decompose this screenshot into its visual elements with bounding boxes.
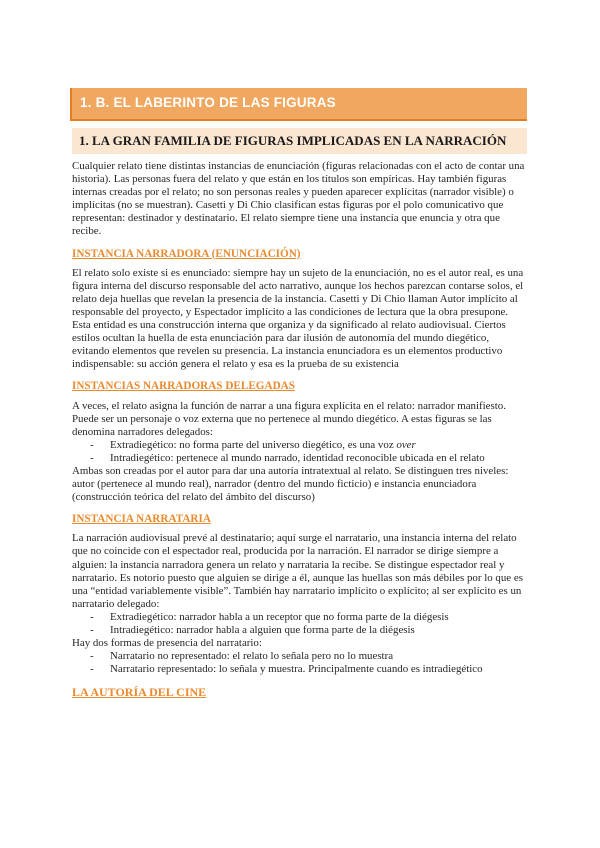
list-item: - Narratario representado: lo señala y muestra. Principalmente cuando es intradiegético xyxy=(72,663,528,676)
list-item: - Narratario no representado: el relato lo señala pero no lo muestra xyxy=(72,650,528,663)
chapter-heading-bar xyxy=(70,88,527,121)
subheading-narradoras-delegadas: INSTANCIAS NARRADORAS DELEGADAS xyxy=(72,380,295,393)
delegated-narrators-list xyxy=(72,439,528,465)
narratee-presence-list xyxy=(72,650,528,676)
paragraph-narrataria: La narración audiovisual prevé al destinatario; aquí surge el narratario, una instancia interna del relato que no coincide con el espectador real, producida por la narración. El narrador se dirige siempre a alguien: la instancia narradora genera un relato y narrataria la recibe. Se distingue espectador real y narratario. Es notorio puesto que alguien se dirige a él, aunque las huellas son más débiles por lo que es una “entidad variablemente visible”. También hay narratario implícito o explícito; al ser explícito es un narratario delegado: xyxy=(72,532,523,610)
paragraph-delegadas-intro: A veces, el relato asigna la función de narrar a una figura explícita en el relato: narrador manifiesto. Puede ser un personaje o voz externa que no pertenece al mundo diegético. A estas figuras se las denomina narradores delegados: xyxy=(72,399,506,438)
list-item: - Extradiegético: no forma parte del universo diegético, es una voz over xyxy=(72,439,528,452)
intro-paragraph: Cualquier relato tiene distintas instancias de enunciación (figuras relacionadas con el acto de contar una historia). Las personas fuera del relato y que están en los títulos son empíricas. Hay también figuras internas creadas por el relato; no son personas reales y pueden aparecer explícitas (narrador visible) o implícitas (no se muestran). Casetti y Di Chio clasifican estas figuras por el polo comunicativo que representan: destinador y destinatario. El relato siempre tiene una instancia que enuncia y otra que recibe. xyxy=(72,160,525,238)
narratee-types-list xyxy=(72,611,528,637)
section-heading: 1. LA GRAN FAMILIA DE FIGURAS IMPLICADAS EN LA NARRACIÓN xyxy=(79,133,507,148)
paragraph-instancia-narradora: El relato solo existe si es enunciado: siempre hay un sujeto de la enunciación, no es el autor real, es una figura interna del discurso responsable del acto narrativo, aunque los hechos parezcan contarse solos, el relato deja huellas que revelan la presencia de la instancia. Casetti y Di Chio llaman Autor implícito al responsable del proyecto, y Espectador implícito a las condiciones de lectura que la obra presupone. Esta entidad es una construcción interna que organiza y da significado al relato audiovisual. Ciertos estilos ocultan la huella de esta enunciación para dar ilusión de autonomía del mundo diegético, evitando elementos que revelen su presencia. La instancia enunciadora es un elementos productivo indispensable: su acción genera el relato y esa es la prueba de su existencia xyxy=(72,266,524,371)
paragraph-delegadas-after: Ambas son creadas por el autor para dar una autoría intratextual al relato. Se distinguen tres niveles: autor (pertenece al mundo real), narrador (dentro del mundo ficticio) e instancia enunciadora (construcción teórica del relato del ámbito del discurso) xyxy=(72,464,509,504)
list-item: - Extradiegético: narrador habla a un receptor que no forma parte de la diégesis xyxy=(72,611,528,624)
document-body xyxy=(72,160,528,705)
paragraph-narrataria-forms: Hay dos formas de presencia del narratario: xyxy=(72,637,262,650)
list-item: - Intradiegético: narrador habla a alguien que forma parte de la diégesis xyxy=(72,624,528,637)
italic-term: over xyxy=(396,438,416,451)
chapter-heading: 1. B. EL LABERINTO DE LAS FIGURAS xyxy=(80,95,336,110)
subheading-instancia-narradora: INSTANCIA NARRADORA (ENUNCIACIÓN) xyxy=(72,247,301,260)
section-heading-bar xyxy=(72,128,527,154)
list-item: - Intradiegético: pertenece al mundo narrado, identidad reconocible ubicada en el relato xyxy=(72,452,528,465)
subheading-instancia-narrataria: INSTANCIA NARRATARIA xyxy=(72,513,211,526)
subheading-autoria-cine: LA AUTORÍA DEL CINE xyxy=(72,685,207,700)
